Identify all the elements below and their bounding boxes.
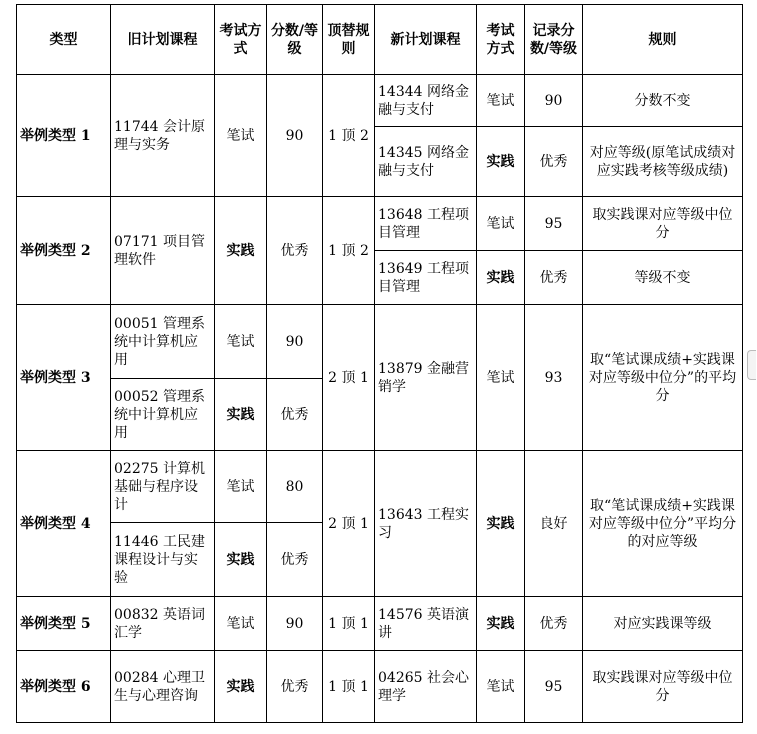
header-old-exam: 考试方式 (215, 5, 267, 75)
record-score-cell: 90 (525, 75, 583, 127)
course-replacement-table (16, 4, 743, 723)
table-row (17, 651, 743, 723)
old-exam-cell: 实践 (215, 651, 267, 723)
type-cell: 举例类型 2 (17, 197, 111, 305)
new-course-cell: 13879 金融营销学 (375, 305, 477, 451)
rule-cell: 分数不变 (583, 75, 743, 127)
old-score-cell: 优秀 (267, 651, 323, 723)
old-course-cell: 11446 工民建课程设计与实验 (111, 523, 215, 597)
table-row (17, 75, 743, 127)
old-course-cell: 02275 计算机基础与程序设计 (111, 451, 215, 523)
replace-rule-cell: 1 顶 1 (323, 651, 375, 723)
new-exam-cell: 笔试 (477, 651, 525, 723)
header-new-course: 新计划课程 (375, 5, 477, 75)
new-course-cell: 04265 社会心理学 (375, 651, 477, 723)
replace-rule-cell: 1 顶 2 (323, 197, 375, 305)
replace-rule-cell: 1 顶 1 (323, 597, 375, 651)
old-exam-cell: 笔试 (215, 305, 267, 379)
old-course-cell: 00832 英语词汇学 (111, 597, 215, 651)
record-score-cell: 95 (525, 197, 583, 251)
old-exam-cell: 实践 (215, 523, 267, 597)
type-cell: 举例类型 5 (17, 597, 111, 651)
new-course-cell: 13649 工程项目管理 (375, 251, 477, 305)
table-row (17, 197, 743, 251)
new-course-cell: 14344 网络金融与支付 (375, 75, 477, 127)
new-course-cell: 13643 工程实习 (375, 451, 477, 597)
old-exam-cell: 笔试 (215, 451, 267, 523)
rule-cell: 取“笔试课成绩+实践课对应等级中位分”的平均分 (583, 305, 743, 451)
old-exam-cell: 笔试 (215, 597, 267, 651)
new-course-cell: 14345 网络金融与支付 (375, 127, 477, 197)
new-exam-cell: 实践 (477, 127, 525, 197)
old-score-cell: 90 (267, 75, 323, 197)
header-row (17, 5, 743, 75)
old-exam-cell: 实践 (215, 197, 267, 305)
type-cell: 举例类型 6 (17, 651, 111, 723)
header-record-score: 记录分数/等级 (525, 5, 583, 75)
table-row (17, 451, 743, 523)
replace-rule-cell: 2 顶 1 (323, 451, 375, 597)
side-scroll-handle[interactable] (747, 350, 756, 380)
old-course-cell: 00284 心理卫生与心理咨询 (111, 651, 215, 723)
table-row (17, 597, 743, 651)
table-row (17, 305, 743, 379)
header-new-exam: 考试方式 (477, 5, 525, 75)
type-cell: 举例类型 1 (17, 75, 111, 197)
old-exam-cell: 笔试 (215, 75, 267, 197)
replace-rule-cell: 2 顶 1 (323, 305, 375, 451)
rule-cell: 对应等级(原笔试成绩对应实践考核等级成绩) (583, 127, 743, 197)
new-exam-cell: 实践 (477, 451, 525, 597)
old-score-cell: 80 (267, 451, 323, 523)
new-course-cell: 14576 英语演讲 (375, 597, 477, 651)
rule-cell: 等级不变 (583, 251, 743, 305)
old-course-cell: 07171 项目管理软件 (111, 197, 215, 305)
new-exam-cell: 实践 (477, 597, 525, 651)
record-score-cell: 优秀 (525, 597, 583, 651)
old-score-cell: 90 (267, 597, 323, 651)
record-score-cell: 93 (525, 305, 583, 451)
header-replace-rule: 顶替规则 (323, 5, 375, 75)
new-exam-cell: 实践 (477, 251, 525, 305)
record-score-cell: 优秀 (525, 251, 583, 305)
rule-cell: 取“笔试课成绩+实践课对应等级中位分”平均分的对应等级 (583, 451, 743, 597)
old-score-cell: 优秀 (267, 523, 323, 597)
rule-cell: 取实践课对应等级中位分 (583, 197, 743, 251)
header-old-score: 分数/等级 (267, 5, 323, 75)
old-score-cell: 90 (267, 305, 323, 379)
new-exam-cell: 笔试 (477, 305, 525, 451)
record-score-cell: 良好 (525, 451, 583, 597)
rule-cell: 对应实践课等级 (583, 597, 743, 651)
header-type: 类型 (17, 5, 111, 75)
new-exam-cell: 笔试 (477, 75, 525, 127)
replace-rule-cell: 1 顶 2 (323, 75, 375, 197)
record-score-cell: 优秀 (525, 127, 583, 197)
type-cell: 举例类型 3 (17, 305, 111, 451)
old-course-cell: 00052 管理系统中计算机应用 (111, 379, 215, 451)
header-old-course: 旧计划课程 (111, 5, 215, 75)
new-course-cell: 13648 工程项目管理 (375, 197, 477, 251)
rule-cell: 取实践课对应等级中位分 (583, 651, 743, 723)
type-cell: 举例类型 4 (17, 451, 111, 597)
record-score-cell: 95 (525, 651, 583, 723)
old-score-cell: 优秀 (267, 379, 323, 451)
old-exam-cell: 实践 (215, 379, 267, 451)
old-course-cell: 00051 管理系统中计算机应用 (111, 305, 215, 379)
header-rule: 规则 (583, 5, 743, 75)
old-score-cell: 优秀 (267, 197, 323, 305)
old-course-cell: 11744 会计原理与实务 (111, 75, 215, 197)
new-exam-cell: 笔试 (477, 197, 525, 251)
